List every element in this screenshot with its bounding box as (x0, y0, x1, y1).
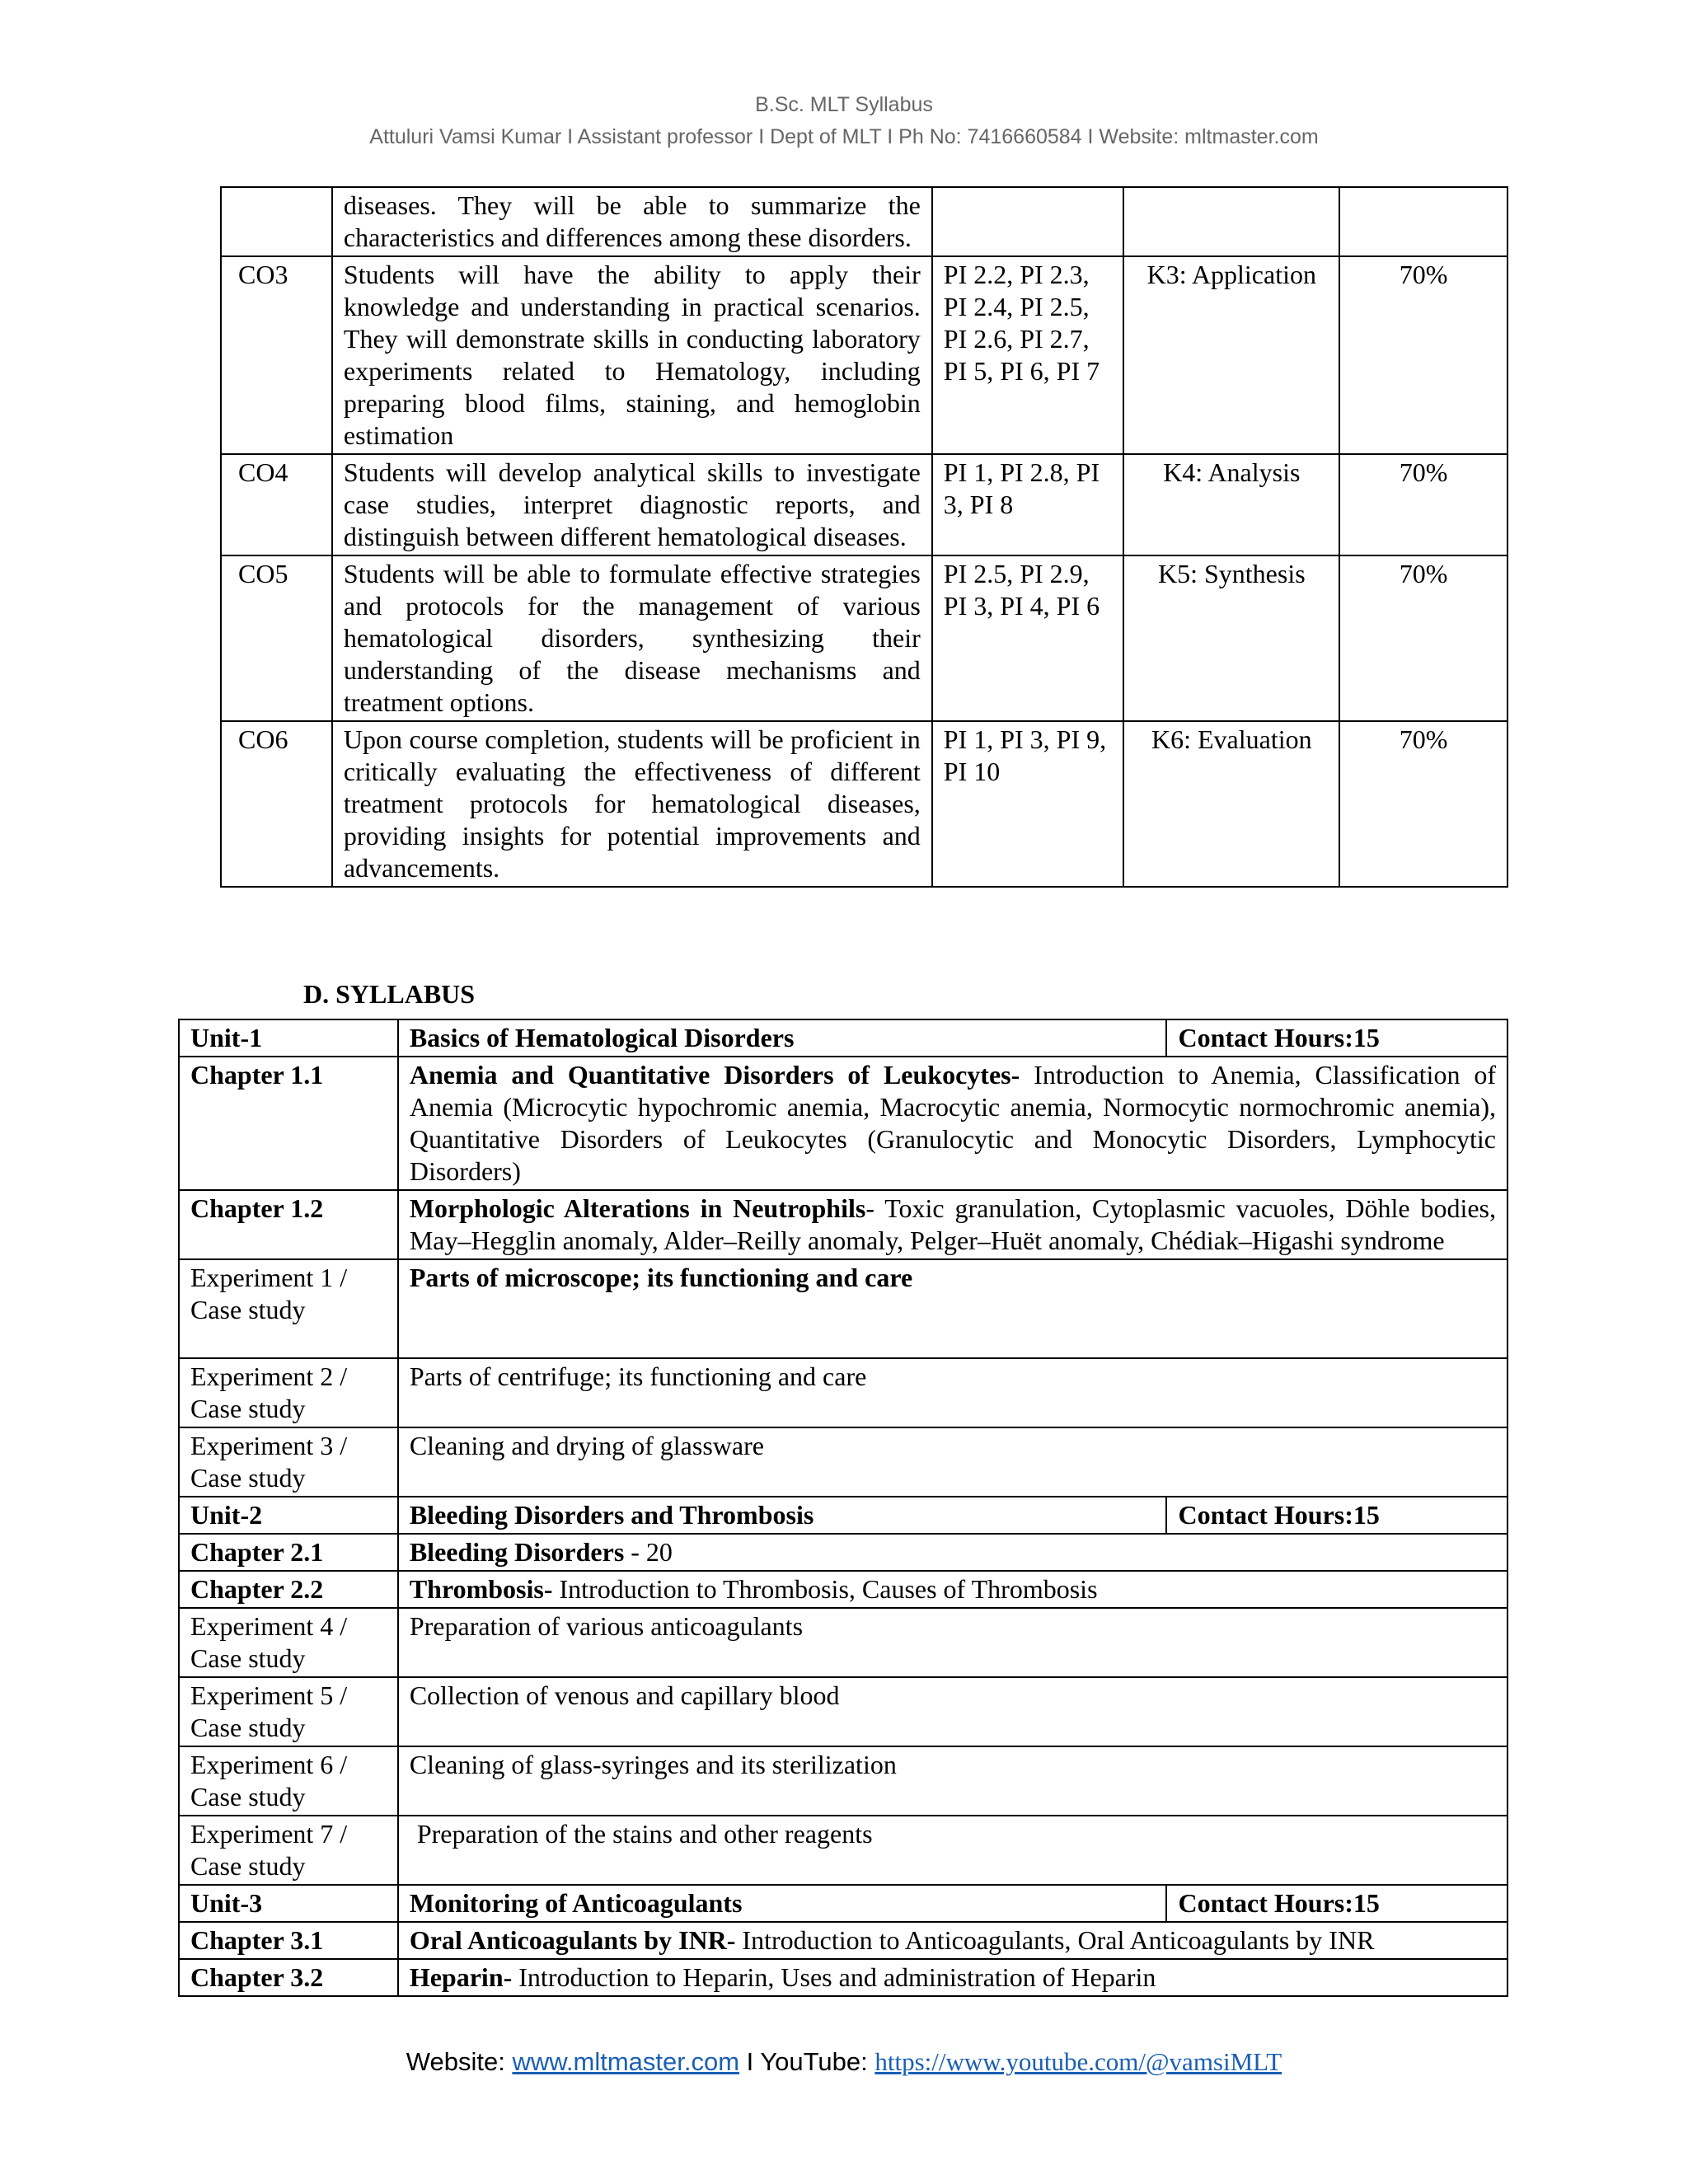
co-target: 70% (1339, 256, 1507, 454)
experiment-label: Experiment 7 / Case study (179, 1816, 398, 1885)
co-description: Students will develop analytical skills to investigate case studies, interpret diagnostic reports, and distinguish between different hematological diseases. (332, 454, 932, 555)
chapter-heading: Oral Anticoagulants by INR- (409, 1925, 736, 1955)
co-target: 70% (1339, 555, 1507, 721)
co-pi: PI 2.2, PI 2.3, PI 2.4, PI 2.5, PI 2.6, PI 2.7, PI 5, PI 6, PI 7 (932, 256, 1124, 454)
unit-label: Unit-2 (179, 1497, 398, 1534)
co-id: CO3 (221, 256, 332, 454)
table-row (221, 454, 1507, 555)
chapter-heading: Thrombosis- (409, 1574, 553, 1604)
experiment-row (179, 1427, 1507, 1497)
chapter-label: Chapter 3.1 (179, 1922, 398, 1959)
experiment-text: Parts of microscope; its functioning and care (398, 1259, 1507, 1358)
co-target: 70% (1339, 721, 1507, 887)
chapter-content (398, 1571, 1507, 1608)
chapter-label: Chapter 2.1 (179, 1534, 398, 1571)
course-outcomes-table (220, 186, 1508, 888)
co-pi: PI 2.5, PI 2.9, PI 3, PI 4, PI 6 (932, 555, 1124, 721)
experiment-row (179, 1816, 1507, 1885)
co-description: Students will be able to formulate effective strategies and protocols for the management of various hematological disorders, synthesizing their understanding of the disease mechanisms and treatment options. (332, 555, 932, 721)
chapter-text: Introduction to Thrombosis, Causes of Thrombosis (552, 1574, 1098, 1604)
footer (0, 2047, 1688, 2077)
co-pi: PI 1, PI 2.8, PI 3, PI 8 (932, 454, 1124, 555)
header-title: B.Sc. MLT Syllabus (755, 93, 933, 116)
chapter-text: - Toxic granulation, Cytoplasmic vacuoles, Döhle bodies, May–Hegglin anomaly, Alder–Reilly anomaly, Pelger–Huët anomaly, Chédiak–Higashi syndrome (409, 1193, 1496, 1255)
chapter-heading: Anemia and Quantitative Disorders of Leukocytes- (409, 1060, 1020, 1090)
experiment-text: Cleaning and drying of glassware (398, 1427, 1507, 1497)
footer-website-label: Website: (406, 2047, 513, 2076)
table-row (221, 721, 1507, 887)
co-level: K6: Evaluation (1123, 721, 1339, 887)
chapter-row (179, 1571, 1507, 1608)
experiment-text: Cleaning of glass-syringes and its sterilization (398, 1746, 1507, 1816)
unit-label: Unit-1 (179, 1019, 398, 1057)
table-row (221, 187, 1507, 256)
co-id: CO5 (221, 555, 332, 721)
co-description: Upon course completion, students will be proficient in critically evaluating the effectiveness of different treatment protocols for hematological diseases, providing insights for potential improvements and advancements. (332, 721, 932, 887)
experiment-label: Experiment 6 / Case study (179, 1746, 398, 1816)
chapter-text: Introduction to Anticoagulants, Oral Anticoagulants by INR (735, 1925, 1375, 1955)
chapter-label: Chapter 1.1 (179, 1057, 398, 1190)
co-pi: PI 1, PI 3, PI 9, PI 10 (932, 721, 1124, 887)
experiment-row (179, 1746, 1507, 1816)
experiment-label: Experiment 1 / Case study (179, 1259, 398, 1358)
co-id: CO4 (221, 454, 332, 555)
unit-row (179, 1885, 1507, 1922)
unit-title: Bleeding Disorders and Thrombosis (398, 1497, 1167, 1534)
chapter-label: Chapter 2.2 (179, 1571, 398, 1608)
experiment-row (179, 1358, 1507, 1427)
unit-row (179, 1019, 1507, 1057)
chapter-heading: Morphologic Alterations in Neutrophils (409, 1193, 866, 1223)
contact-hours: Contact Hours:15 (1166, 1885, 1507, 1922)
co-target: 70% (1339, 454, 1507, 555)
chapter-label: Chapter 3.2 (179, 1959, 398, 1996)
unit-row (179, 1497, 1507, 1534)
table-row (221, 256, 1507, 454)
co-level (1123, 187, 1339, 256)
co-level: K4: Analysis (1123, 454, 1339, 555)
chapter-content (398, 1190, 1507, 1259)
contact-hours: Contact Hours:15 (1166, 1019, 1507, 1057)
co-pi (932, 187, 1124, 256)
co-target (1339, 187, 1507, 256)
chapter-label: Chapter 1.2 (179, 1190, 398, 1259)
experiment-row (179, 1677, 1507, 1746)
chapter-row (179, 1959, 1507, 1996)
experiment-text: Parts of centrifuge; its functioning and care (398, 1358, 1507, 1427)
unit-title: Monitoring of Anticoagulants (398, 1885, 1167, 1922)
experiment-text: Preparation of the stains and other reagents (398, 1816, 1507, 1885)
experiment-label: Experiment 5 / Case study (179, 1677, 398, 1746)
experiment-text: Preparation of various anticoagulants (398, 1608, 1507, 1677)
co-description: Students will have the ability to apply their knowledge and understanding in practical scenarios. They will demonstrate skills in conducting laboratory experiments related to Hematology, including preparing blood films, staining, and hemoglobin estimation (332, 256, 932, 454)
chapter-text: - 20 (624, 1537, 673, 1567)
chapter-row (179, 1057, 1507, 1190)
experiment-row (179, 1608, 1507, 1677)
chapter-heading: Bleeding Disorders (409, 1537, 625, 1567)
youtube-link[interactable]: https://www.youtube.com/@vamsiMLT (874, 2047, 1282, 2076)
co-description: diseases. They will be able to summarize the characteristics and differences among these disorders. (332, 187, 932, 256)
unit-label: Unit-3 (179, 1885, 398, 1922)
website-link[interactable]: www.mltmaster.com (512, 2047, 740, 2076)
chapter-row (179, 1190, 1507, 1259)
syllabus-table (178, 1019, 1508, 1997)
contact-hours: Contact Hours:15 (1166, 1497, 1507, 1534)
experiment-label: Experiment 3 / Case study (179, 1427, 398, 1497)
chapter-row (179, 1534, 1507, 1571)
co-level: K3: Application (1123, 256, 1339, 454)
table-row (221, 555, 1507, 721)
co-level: K5: Synthesis (1123, 555, 1339, 721)
header-subtitle: Attuluri Vamsi Kumar I Assistant professor I Dept of MLT I Ph No: 7416660584 I Website: mltmaster.com (369, 125, 1319, 148)
syllabus-section-title: D. SYLLABUS (303, 979, 476, 1009)
chapter-heading: Heparin- (409, 1962, 513, 1992)
chapter-text: Introduction to Anemia, Classification of Anemia (Microcytic hypochromic anemia, Macrocytic anemia, Normocytic normochromic anemia), Quantitative Disorders of Leukocytes (Granulocytic and Monocytic Disorders, Lymphocytic Disorders) (409, 1060, 1497, 1186)
experiment-label: Experiment 2 / Case study (179, 1358, 398, 1427)
unit-title: Basics of Hematological Disorders (398, 1019, 1167, 1057)
experiment-text: Collection of venous and capillary blood (398, 1677, 1507, 1746)
chapter-content (398, 1057, 1507, 1190)
chapter-row (179, 1922, 1507, 1959)
co-id (221, 187, 332, 256)
footer-separator: I YouTube: (739, 2047, 875, 2076)
chapter-content (398, 1922, 1507, 1959)
chapter-content (398, 1534, 1507, 1571)
experiment-row (179, 1259, 1507, 1358)
chapter-text: Introduction to Heparin, Uses and administration of Heparin (512, 1962, 1156, 1992)
experiment-label: Experiment 4 / Case study (179, 1608, 398, 1677)
chapter-content (398, 1959, 1507, 1996)
co-id: CO6 (221, 721, 332, 887)
